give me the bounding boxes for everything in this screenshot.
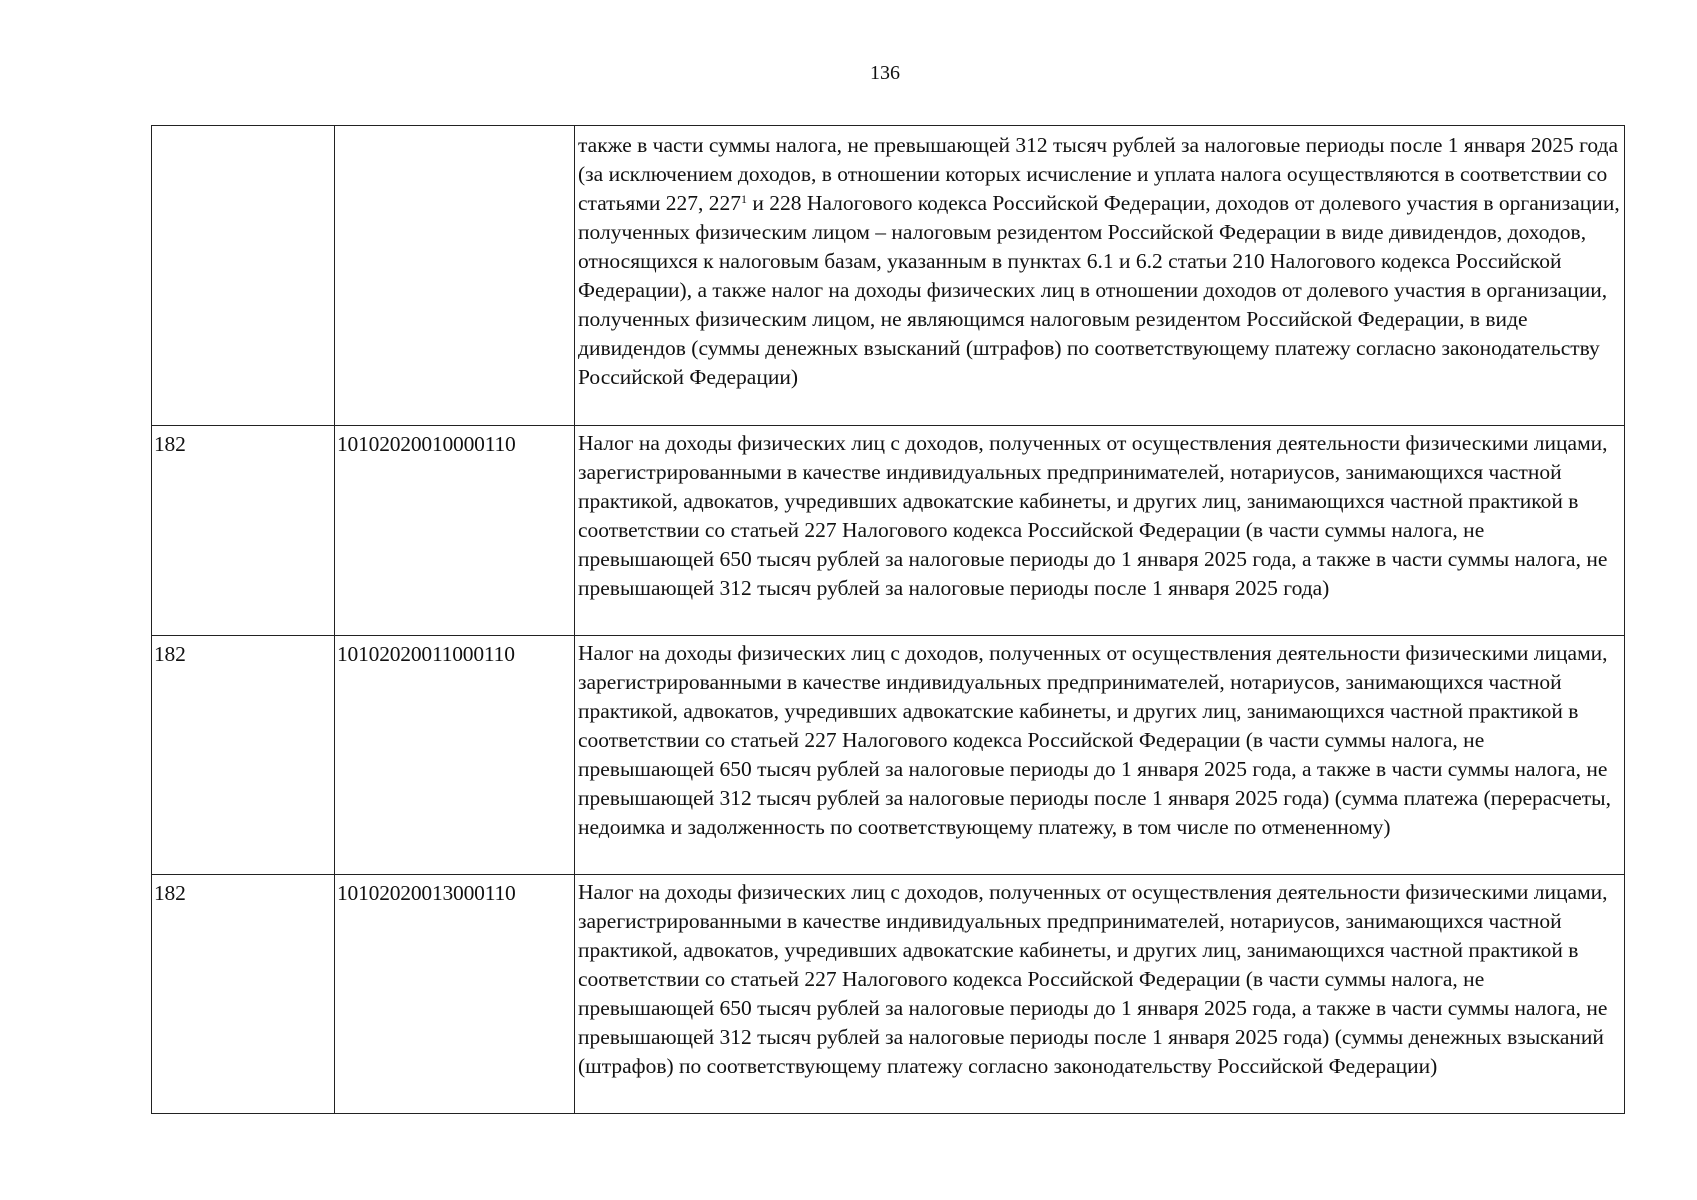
table-row (152, 636, 1625, 875)
income-name-part-2: и 228 Налогового кодекса Российской Федерации, доходов от долевого участия в организации, полученных физическим лицом – налоговым резидентом Российской Федерации в виде дивидендов, доходов, относящихся к налоговым базам, указанным в пунктах 6.1 и 6.2 статьи 210 Налогового кодекса Российской Федерации), а также налог на доходы физических лиц в отношении доходов от долевого участия в организации, полученных физическим лицом, не являющимся налоговым резидентом Российской Федерации, в виде дивидендов (суммы денежных взысканий (штрафов) по соответствующему платежу согласно законодательству Российской Федерации) (578, 191, 1620, 389)
table-row (152, 426, 1625, 636)
admin-code-cell (152, 126, 335, 426)
kbk-code-cell: 10102020010000110 (335, 426, 575, 636)
kbk-code-cell (335, 126, 575, 426)
admin-code-cell: 182 (152, 426, 335, 636)
tax-code-table (151, 125, 1625, 1114)
income-name-cell (575, 126, 1625, 426)
table-row-continuation (152, 126, 1625, 426)
table-row (152, 875, 1625, 1114)
income-name-cell: Налог на доходы физических лиц с доходов, полученных от осуществления деятельности физическими лицами, зарегистрированными в качестве индивидуальных предпринимателей, нотариусов, занимающихся частной практикой, адвокатов, учредивших адвокатские кабинеты, и других лиц, занимающихся частной практикой в соответствии со статьей 227 Налогового кодекса Российской Федерации (в части суммы налога, не превышающей 650 тысяч рублей за налоговые периоды до 1 января 2025 года, а также в части суммы налога, не превышающей 312 тысяч рублей за налоговые периоды после 1 января 2025 года) (сумма платежа (перерасчеты, недоимка и задолженность по соответствующему платежу, в том числе по отмененному) (575, 636, 1625, 875)
income-name-text (578, 131, 1622, 392)
income-name-cell: Налог на доходы физических лиц с доходов, полученных от осуществления деятельности физическими лицами, зарегистрированными в качестве индивидуальных предпринимателей, нотариусов, занимающихся частной практикой, адвокатов, учредивших адвокатские кабинеты, и других лиц, занимающихся частной практикой в соответствии со статьей 227 Налогового кодекса Российской Федерации (в части суммы налога, не превышающей 650 тысяч рублей за налоговые периоды до 1 января 2025 года, а также в части суммы налога, не превышающей 312 тысяч рублей за налоговые периоды после 1 января 2025 года) (575, 426, 1625, 636)
admin-code-cell: 182 (152, 875, 335, 1114)
kbk-code-cell: 10102020011000110 (335, 636, 575, 875)
admin-code-cell: 182 (152, 636, 335, 875)
income-name-part-1: также в части суммы налога, не превышающей 312 тысяч рублей за налоговые периоды после 1 января 2025 года (за исключением доходов, в отношении которых исчисление и уплата налога осуществляются в соответствии со статьями 227, 227 (578, 133, 1619, 215)
income-name-cell: Налог на доходы физических лиц с доходов, полученных от осуществления деятельности физическими лицами, зарегистрированными в качестве индивидуальных предпринимателей, нотариусов, занимающихся частной практикой, адвокатов, учредивших адвокатские кабинеты, и других лиц, занимающихся частной практикой в соответствии со статьей 227 Налогового кодекса Российской Федерации (в части суммы налога, не превышающей 650 тысяч рублей за налоговые периоды до 1 января 2025 года, а также в части суммы налога, не превышающей 312 тысяч рублей за налоговые периоды после 1 января 2025 года) (суммы денежных взысканий (штрафов) по соответствующему платежу согласно законодательству Российской Федерации) (575, 875, 1625, 1114)
article-superscript: 1 (741, 192, 748, 206)
kbk-code-cell: 10102020013000110 (335, 875, 575, 1114)
page-number: 136 (870, 62, 900, 84)
